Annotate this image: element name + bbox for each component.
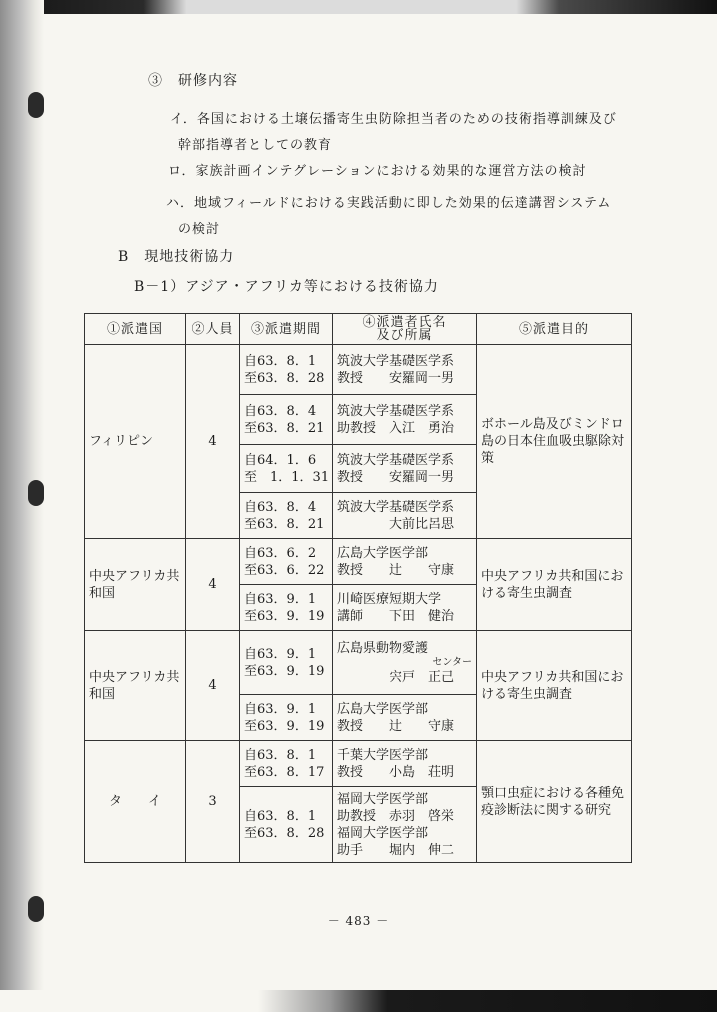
group-country: 中央アフリカ共和国 <box>85 539 186 631</box>
person-name: 教授 辻 守康 <box>337 562 455 578</box>
period-cell <box>240 345 333 395</box>
group-country: フィリピン <box>85 345 186 539</box>
person-cell <box>333 539 477 585</box>
table-header-row <box>85 314 632 345</box>
group-count: 4 <box>186 539 240 631</box>
period-to: 至63．8．28 <box>244 370 325 386</box>
person-affiliation: 広島大学医学部 <box>337 701 429 717</box>
person-affiliation: 筑波大学基礎医学系 <box>337 403 455 419</box>
period-cell <box>240 395 333 445</box>
section-b-title: B 現地技術協力 <box>118 249 235 265</box>
section-3-item-i-line-1: イ．各国における土壌伝播寄生虫防除担当者のための技術指導訓練及び <box>170 112 617 127</box>
person-name: 教授 辻 守康 <box>337 718 455 734</box>
person-name: 教授 安羅岡一男 <box>337 370 455 386</box>
person-cell <box>333 585 477 631</box>
header-count: ②人員 <box>186 314 240 345</box>
period-cell <box>240 539 333 585</box>
group-purpose: 顎口虫症における各種免疫診断法に関する研究 <box>477 741 632 863</box>
group-count: 3 <box>186 741 240 863</box>
person-name: 宍戸 正己 <box>337 669 455 685</box>
person-affiliation: 広島大学医学部 <box>337 545 429 561</box>
header-person <box>333 314 477 345</box>
group-purpose: 中央アフリカ共和国における寄生虫調査 <box>477 631 632 741</box>
table-row <box>85 631 632 695</box>
person-name: 教授 小島 荘明 <box>337 764 455 780</box>
scan-edge-top <box>0 0 717 14</box>
group-purpose: ボホール島及びミンドロ島の日本住血吸虫駆除対策 <box>477 345 632 539</box>
period-from: 自64．1．6 <box>244 452 317 468</box>
period-from: 自63．9．1 <box>244 701 317 717</box>
period-to: 至63．8．21 <box>244 516 325 532</box>
person-cell <box>333 787 477 863</box>
section-3-title: ③ 研修内容 <box>148 73 238 89</box>
group-count: 4 <box>186 345 240 539</box>
header-country: ①派遣国 <box>85 314 186 345</box>
section-b-subtitle: B－1）アジア・アフリカ等における技術協力 <box>134 279 439 295</box>
person-name: 講師 下田 健治 <box>337 608 455 624</box>
person-cell <box>333 445 477 493</box>
person-cell <box>333 741 477 787</box>
period-cell <box>240 631 333 695</box>
dispatch-table <box>84 313 632 863</box>
header-period: ③派遣期間 <box>240 314 333 345</box>
period-to: 至 1．1．31 <box>244 469 330 485</box>
period-from: 自63．9．1 <box>244 646 317 662</box>
person-name: 大前比呂思 <box>337 516 455 532</box>
person-name: 助教授 入江 勇治 <box>337 420 455 436</box>
header-person-line-1: ④派遣者氏名 <box>362 315 447 330</box>
section-3-item-i-line-2: 幹部指導者としての教育 <box>178 138 333 153</box>
table-row <box>85 539 632 585</box>
person-affiliation-2: 福岡大学医学部 <box>337 825 429 841</box>
period-to: 至63．8．28 <box>244 825 325 841</box>
group-purpose: 中央アフリカ共和国における寄生虫調査 <box>477 539 632 631</box>
period-cell <box>240 695 333 741</box>
period-to: 至63．8．17 <box>244 764 325 780</box>
period-to: 至63．9．19 <box>244 608 325 624</box>
person-name: 助教授 赤羽 啓栄 <box>337 808 455 824</box>
period-cell <box>240 493 333 539</box>
section-3-item-ha-line-2: の検討 <box>178 222 221 237</box>
binding-hole-top <box>28 92 44 118</box>
person-affiliation: 千葉大学医学部 <box>337 747 429 763</box>
period-from: 自63．6．2 <box>244 545 317 561</box>
period-from: 自63．9．1 <box>244 591 317 607</box>
group-count: 4 <box>186 631 240 741</box>
person-affiliation: 筑波大学基礎医学系 <box>337 452 455 468</box>
section-3-item-ha-line-1: ハ．地域フィールドにおける実践活動に即した効果的伝達講習システム <box>166 196 612 211</box>
period-to: 至63．8．21 <box>244 420 325 436</box>
period-from: 自63．8．1 <box>244 747 317 763</box>
period-from: 自63．8．1 <box>244 353 317 369</box>
header-purpose: ⑤派遣目的 <box>477 314 632 345</box>
table-row <box>85 345 632 395</box>
binding-shadow <box>0 0 44 1012</box>
period-cell <box>240 445 333 493</box>
period-from: 自63．8．1 <box>244 808 317 824</box>
person-cell <box>333 493 477 539</box>
person-affiliation: 筑波大学基礎医学系 <box>337 353 455 369</box>
period-from: 自63．8．4 <box>244 499 317 515</box>
person-affiliation: 広島県動物愛護 <box>337 640 429 656</box>
person-affiliation: 川崎医療短期大学 <box>337 591 442 607</box>
person-affiliation: 筑波大学基礎医学系 <box>337 499 455 515</box>
binding-hole-middle <box>28 480 44 506</box>
person-name: 教授 安羅岡一男 <box>337 469 455 485</box>
person-affiliation: 福岡大学医学部 <box>337 791 429 807</box>
period-to: 至63．9．19 <box>244 718 325 734</box>
section-3-item-ro: ロ．家族計画インテグレーションにおける効果的な運営方法の検討 <box>168 164 587 179</box>
person-cell <box>333 631 477 695</box>
period-cell <box>240 741 333 787</box>
page-number: － 483 － <box>327 914 390 928</box>
period-cell <box>240 585 333 631</box>
person-cell <box>333 345 477 395</box>
group-country: 中央アフリカ共和国 <box>85 631 186 741</box>
header-person-line-2: 及び所属 <box>376 328 433 343</box>
person-cell <box>333 395 477 445</box>
period-to: 至63．6．22 <box>244 562 325 578</box>
scan-edge-bottom <box>0 990 717 1012</box>
person-cell <box>333 695 477 741</box>
period-from: 自63．8．4 <box>244 403 317 419</box>
person-name-2: 助手 堀内 伸二 <box>337 842 455 858</box>
period-cell <box>240 787 333 863</box>
period-to: 至63．9．19 <box>244 663 325 679</box>
table-row <box>85 741 632 787</box>
group-country: タ イ <box>85 741 186 863</box>
person-affiliation-sub: センター <box>432 656 472 668</box>
